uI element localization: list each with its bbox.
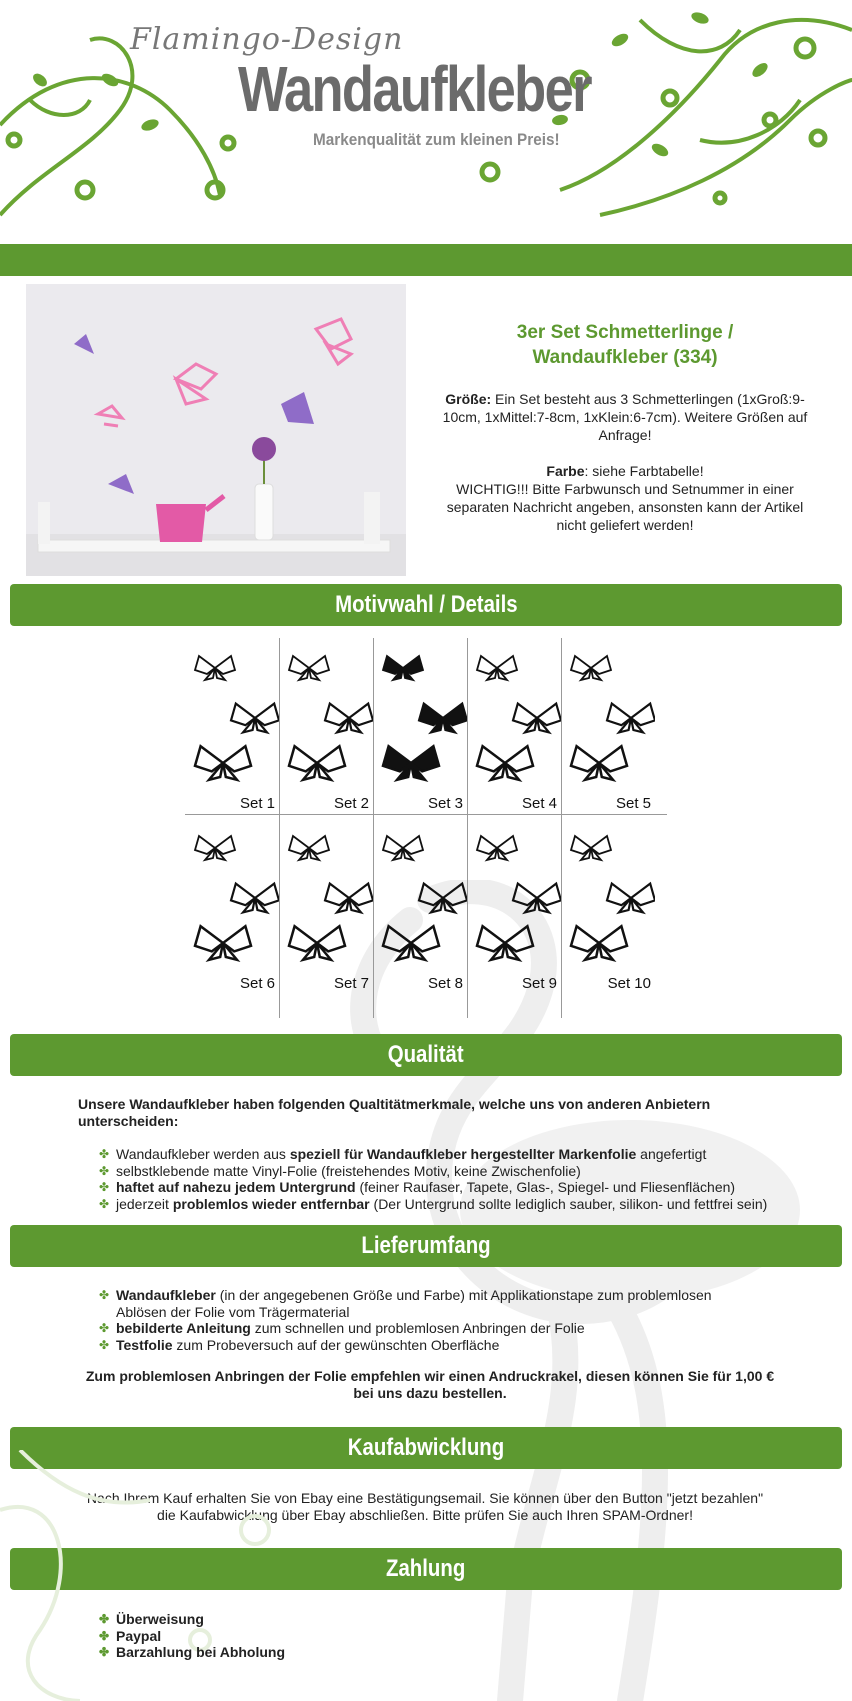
leaf-bullet-icon: ✤: [99, 1147, 110, 1161]
set-cell[interactable]: [467, 638, 561, 816]
product-title: 3er Set Schmetterlinge / Wandaufkleber (334): [516, 322, 734, 368]
set-cell[interactable]: [373, 818, 467, 996]
set-cell[interactable]: [561, 818, 655, 996]
leaf-bullet-icon: ✤: [99, 1337, 110, 1352]
butterfly-icon: [373, 818, 467, 968]
delivery-note: Zum problemlosen Anbringen der Folie empfehlen wir einen Andruckrakel, diesen können Sie für 1,00 € bei uns dazu bestellen.: [85, 1368, 775, 1401]
section-bar-lieferumfang: Lieferumfang: [10, 1225, 842, 1267]
set-label: Set 2: [333, 795, 369, 812]
butterfly-icon: [373, 638, 467, 788]
set-cell[interactable]: [561, 638, 655, 816]
quality-item: ✤ haftet auf nahezu jedem Untergrund (feiner Raufaser, Tapete, Glas-, Spiegel- und Fliesenflächen): [99, 1179, 736, 1195]
set-label: Set 8: [427, 975, 463, 992]
quality-item: ✤ jederzeit problemlos wieder entfernbar (Der Untergrund sollte lediglich sauber, silikon- und fettfrei sein): [99, 1195, 768, 1212]
leaf-bullet-icon: ✤: [99, 1628, 110, 1643]
quality-item: ✤ selbstklebende matte Vinyl-Folie (freistehendes Motiv, keine Zwischenfolie): [99, 1162, 581, 1179]
butterfly-icon: [561, 638, 655, 788]
set-cell[interactable]: [373, 638, 467, 816]
delivery-item: ✤ Wandaufkleber (in der angegebenen Größe und Farbe) mit Applikationstape zum problemlosen Ablösen der Folie vom Trägermaterial: [99, 1287, 712, 1320]
butterfly-icon: [279, 818, 373, 968]
set-cell[interactable]: [279, 818, 373, 996]
butterfly-icon: [467, 638, 561, 788]
quality-item: ✤ Wandaufkleber werden aus speziell für Wandaufkleber hergestellter Markenfolie angefertigt: [99, 1146, 707, 1162]
brand-name: Flamingo-Design: [130, 22, 404, 57]
set-grid: [185, 638, 667, 1018]
payment-item: ✤ Überweisung: [99, 1611, 204, 1627]
tagline: Markenqualität zum kleinen Preis!: [313, 130, 560, 149]
section-bar-zahlung: Zahlung: [10, 1548, 842, 1590]
set-label: Set 1: [239, 795, 275, 812]
set-label: Set 4: [521, 795, 557, 812]
header: [0, 0, 852, 240]
set-label: Set 10: [607, 975, 651, 992]
quality-list: [96, 1146, 816, 1212]
set-label: Set 3: [427, 795, 463, 812]
leaf-bullet-icon: ✤: [99, 1612, 110, 1626]
set-label: Set 7: [333, 975, 369, 992]
section-bar-kauf: Kaufabwicklung: [10, 1427, 842, 1469]
leaf-bullet-icon: ✤: [99, 1321, 110, 1335]
set-label: Set 6: [239, 975, 275, 992]
leaf-bullet-icon: ✤: [99, 1645, 110, 1659]
delivery-item: ✤ bebilderte Anleitung zum schnellen und problemlosen Anbringen der Folie: [99, 1320, 585, 1336]
product-description: Größe: Ein Set besteht aus 3 Schmetterlingen (1xGroß:9-10cm, 1xMittel:7-8cm, 1xKlein:6-7cm). Weitere Größen auf Anfrage! Farbe: siehe Farbtabelle! WICHTIG!!! Bitte Farbwunsch und Setnummer in einer separaten Nachricht angeben, ansonsten kann der Artikel nicht geliefert werden!: [442, 391, 808, 533]
butterfly-icon: [185, 638, 279, 788]
leaf-bullet-icon: ✤: [99, 1196, 110, 1211]
delivery-item: ✤ Testfolie zum Probeversuch auf der gewünschten Oberfläche: [99, 1336, 500, 1353]
product-photo: [26, 284, 406, 576]
butterfly-icon: [279, 638, 373, 788]
butterfly-icon: [467, 818, 561, 968]
section-bar-qualitaet: Qualität: [10, 1034, 842, 1076]
quality-intro: Unsere Wandaufkleber haben folgenden Qualtitätmerkmale, welche uns von anderen Anbietern unterscheiden:: [78, 1096, 711, 1129]
set-cell[interactable]: [467, 818, 561, 996]
section-bar-motiv: Motivwahl / Details: [10, 584, 842, 626]
top-divider-bar: [0, 244, 852, 276]
set-cell[interactable]: [185, 638, 279, 816]
leaf-bullet-icon: ✤: [99, 1180, 110, 1194]
purchase-text: Nach Ihrem Kauf erhalten Sie von Ebay eine Bestätigungsemail. Sie können über den Button "jetzt bezahlen" die Kaufabwicklung über Ebay abschließen. Bitte prüfen Sie auch Ihren SPAM-Ordner!: [86, 1490, 764, 1523]
payment-list: [96, 1611, 396, 1661]
butterfly-icon: [561, 818, 655, 968]
payment-item: ✤ Paypal: [99, 1627, 162, 1644]
butterfly-icon: [185, 818, 279, 968]
delivery-list: [96, 1287, 756, 1353]
page-title: Wandaufkleber: [238, 53, 591, 125]
payment-item: ✤ Barzahlung bei Abholung: [99, 1644, 286, 1660]
set-cell[interactable]: [185, 818, 279, 996]
swirl-decoration-bottom: [0, 1450, 290, 1701]
set-label: Set 5: [615, 795, 651, 812]
set-cell[interactable]: [279, 638, 373, 816]
leaf-bullet-icon: ✤: [99, 1163, 110, 1178]
set-label: Set 9: [521, 975, 557, 992]
leaf-bullet-icon: ✤: [99, 1288, 110, 1302]
